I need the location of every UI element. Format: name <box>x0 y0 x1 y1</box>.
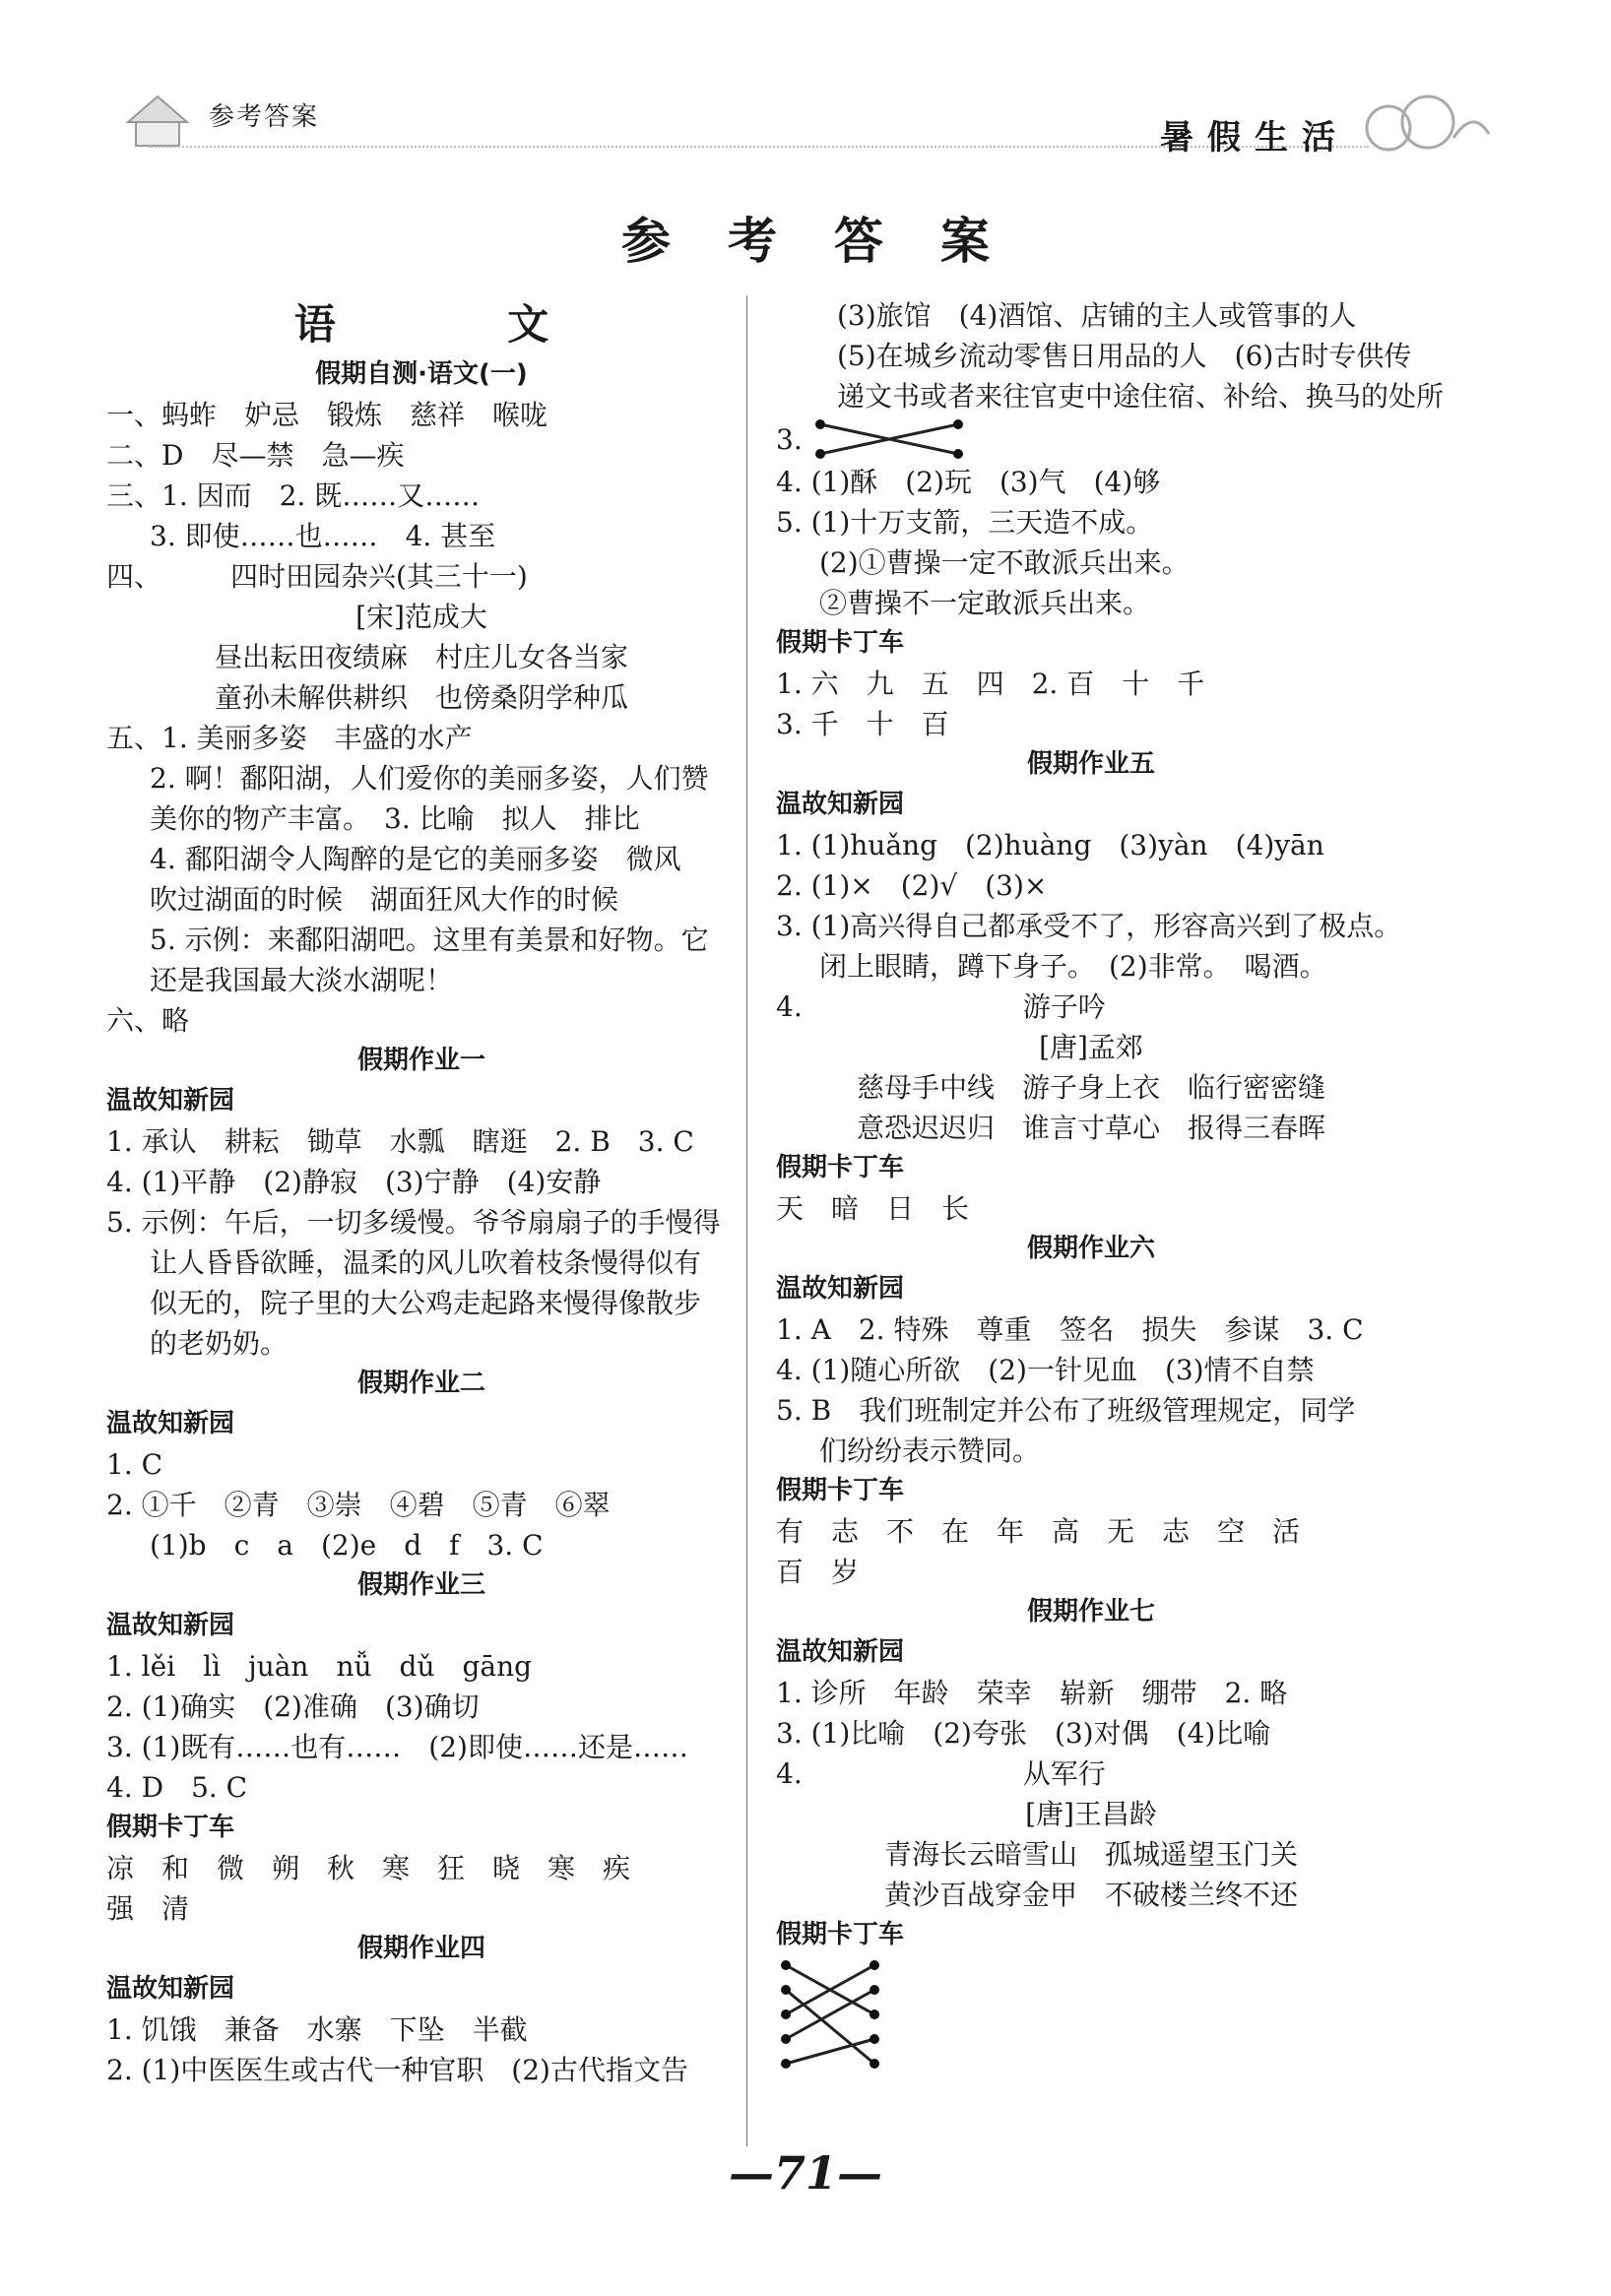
match-dot <box>781 1985 791 1995</box>
match-dot <box>870 2009 879 2019</box>
answer-line: 昼出耘田夜绩麻 村庄儿女各当家 <box>214 641 628 673</box>
answer-line: 意恐迟迟归 谁言寸草心 报得三春晖 <box>856 1112 1325 1144</box>
answer-line: 1. lěi lì juàn nǚ dǔ gāng <box>106 1650 533 1683</box>
answer-line: 一、蚂蚱 妒忌 锻炼 慈祥 喉咙 <box>106 399 548 431</box>
section-heading: 假期卡丁车 <box>106 1813 235 1842</box>
answer-line: 2. 啊！鄱阳湖，人们爱你的美丽多姿，人们赞 <box>150 762 709 795</box>
answer-line: 们纷纷表示赞同。 <box>819 1435 1041 1467</box>
matching-diagram <box>776 1955 894 2073</box>
section-heading: 假期作业七 <box>1026 1597 1155 1626</box>
house-icon <box>118 91 197 150</box>
match-dot <box>781 2034 791 2044</box>
subject-heading: 语 文 <box>293 300 628 349</box>
answer-line: 2. (1)× (2)√ (3)× <box>776 869 1048 902</box>
answer-line: 还是我国最大淡水湖呢！ <box>150 964 454 996</box>
answer-line: 的老奶奶。 <box>150 1327 289 1360</box>
answer-line: 3. 即使……也…… 4. 甚至 <box>150 520 496 552</box>
header-left: 参考答案 <box>209 102 320 132</box>
section-heading: 温故知新园 <box>106 1611 235 1640</box>
answer-line: 吹过湖面的时候 湖面狂风大作的时候 <box>150 883 619 916</box>
answer-line: 5. B 我们班制定并公布了班级管理规定，同学 <box>776 1394 1356 1427</box>
answer-line: 4. (1)随心所欲 (2)一针见血 (3)情不自禁 <box>776 1354 1315 1386</box>
answer-line: [唐]孟郊 <box>1039 1031 1143 1063</box>
section-heading: 温故知新园 <box>106 1974 235 2004</box>
answer-line: 美你的物产丰富。 3. 比喻 拟人 排比 <box>150 802 640 835</box>
section-heading: 假期卡丁车 <box>776 1920 905 1949</box>
section-heading: 假期卡丁车 <box>776 628 905 658</box>
answer-line: 1. C <box>106 1448 163 1481</box>
answer-number: 3. <box>776 422 803 456</box>
match-dot <box>870 1985 879 1995</box>
section-heading: 假期自测·语文(一) <box>315 359 528 389</box>
answer-line: 五、1. 美丽多姿 丰盛的水产 <box>106 722 473 754</box>
answer-line: 三、1. 因而 2. 既……又…… <box>106 479 481 512</box>
page-title: 参考答案 <box>621 212 1047 270</box>
answer-line: (5)在城乡流动零售日用品的人 (6)古时专供传 <box>837 340 1412 372</box>
column-divider <box>746 295 747 2146</box>
section-heading: 假期卡丁车 <box>776 1476 905 1505</box>
answer-line: 2. (1)确实 (2)准确 (3)确切 <box>106 1690 480 1723</box>
answer-line: 3. (1)既有……也有…… (2)即使……还是…… <box>106 1731 688 1763</box>
section-heading: 温故知新园 <box>776 790 905 819</box>
answer-line: 1. (1)huǎng (2)huàng (3)yàn (4)yān <box>776 829 1324 861</box>
section-heading: 温故知新园 <box>776 1637 905 1667</box>
answer-line: 4. 鄱阳湖令人陶醉的是它的美丽多姿 微风 <box>150 843 681 875</box>
right-column <box>776 295 1445 2073</box>
answer-line: 似无的，院子里的大公鸡走起路来慢得像散步 <box>150 1287 702 1319</box>
match-dot <box>953 419 963 429</box>
match-dot <box>781 2009 791 2019</box>
answer-line: 1. 承认 耕耘 锄草 水瓢 瞎逛 2. B 3. C <box>106 1125 694 1158</box>
section-heading: 假期作业四 <box>356 1934 485 1963</box>
answer-line: (2)①曹操一定不敢派兵出来。 <box>819 546 1190 579</box>
answer-line: 2. ①千 ②青 ③崇 ④碧 ⑤青 ⑥翠 <box>106 1489 611 1521</box>
answer-line: 5. (1)十万支箭，三天造不成。 <box>776 506 1154 539</box>
answer-line: 4. D 5. C <box>106 1771 248 1804</box>
section-heading: 假期作业一 <box>356 1046 485 1075</box>
answer-line: 强 清 <box>106 1892 190 1925</box>
answer-line: (3)旅馆 (4)酒馆、店铺的主人或管事的人 <box>837 299 1357 332</box>
match-dot <box>815 419 825 429</box>
section-heading: 温故知新园 <box>106 1409 235 1438</box>
answer-line: 六、略 <box>106 1004 190 1037</box>
answer-line: ②曹操不一定敢派兵出来。 <box>819 587 1151 619</box>
answer-line: 让人昏昏欲睡，温柔的风儿吹着枝条慢得似有 <box>150 1246 702 1279</box>
answer-line: 四、 四时田园杂兴(其三十一) <box>106 560 528 593</box>
match-dot <box>781 2059 791 2069</box>
match-line <box>786 1990 874 2039</box>
answer-line: 凉 和 微 朔 秋 寒 狂 晓 寒 疾 <box>106 1852 631 1884</box>
section-heading: 假期卡丁车 <box>776 1153 905 1182</box>
answer-line: 3. (1)高兴得自己都承受不了，形容高兴到了极点。 <box>776 910 1402 942</box>
answer-line: [唐]王昌龄 <box>1025 1798 1157 1830</box>
answer-line: 2. (1)中医医生或古代一种官职 (2)古代指文告 <box>106 2054 688 2086</box>
matching-diagram <box>810 416 968 462</box>
section-heading: 假期作业六 <box>1026 1234 1155 1263</box>
answer-line: 1. 六 九 五 四 2. 百 十 千 <box>776 668 1205 700</box>
match-dot <box>870 2059 879 2069</box>
answer-line: 3. 千 十 百 <box>776 708 949 740</box>
match-dot <box>781 1960 791 1970</box>
match-dot <box>815 449 825 459</box>
answer-line: 慈母手中线 游子身上衣 临行密密缝 <box>856 1071 1325 1104</box>
page-number: —71— <box>728 2146 882 2200</box>
answer-line: 闭上眼睛，蹲下身子。 (2)非常。 喝酒。 <box>819 950 1327 983</box>
match-dot <box>953 449 963 459</box>
answer-line: 童孙未解供耕织 也傍桑阴学种瓜 <box>214 681 628 714</box>
section-heading: 温故知新园 <box>106 1086 235 1116</box>
header-right: 暑假生活 <box>1160 118 1349 158</box>
section-heading: 温故知新园 <box>776 1274 905 1304</box>
answer-line: 4. 从军行 <box>776 1757 1106 1790</box>
answer-line: 百 岁 <box>776 1556 860 1588</box>
answer-line: 3. (1)比喻 (2)夸张 (3)对偶 (4)比喻 <box>776 1717 1271 1750</box>
section-heading: 假期作业二 <box>356 1369 485 1398</box>
match-dot <box>870 1960 879 1970</box>
match-dot <box>870 2034 879 2044</box>
answer-line: 天 暗 日 长 <box>776 1192 970 1225</box>
answer-line: 有 志 不 在 年 高 无 志 空 活 <box>776 1515 1301 1548</box>
left-column <box>106 295 737 2090</box>
answer-line: 4. 游子吟 <box>776 990 1106 1023</box>
answer-line: 黄沙百战穿金甲 不破楼兰终不还 <box>883 1879 1298 1911</box>
answer-line: 4. (1)平静 (2)静寂 (3)宁静 (4)安静 <box>106 1166 602 1198</box>
answer-line: 递文书或者来往官吏中途住宿、补给、换马的处所 <box>837 380 1445 413</box>
answer-line: 二、D 尽—禁 急—疾 <box>106 439 405 472</box>
answer-line: [宋]范成大 <box>355 601 487 633</box>
answer-line: (1)b c a (2)e d f 3. C <box>150 1529 544 1562</box>
section-heading: 假期作业三 <box>356 1570 485 1600</box>
answer-line: 4. (1)酥 (2)玩 (3)气 (4)够 <box>776 466 1161 498</box>
decoration-icon <box>1359 89 1497 167</box>
answer-line: 1. 诊所 年龄 荣幸 崭新 绷带 2. 略 <box>776 1677 1288 1709</box>
section-heading: 假期作业五 <box>1026 749 1155 779</box>
answer-line: 5. 示例：来鄱阳湖吧。这里有美景和好物。它 <box>150 924 709 956</box>
answer-line: 青海长云暗雪山 孤城遥望玉门关 <box>883 1838 1298 1871</box>
answer-line: 1. A 2. 特殊 尊重 签名 损失 参谋 3. C <box>776 1313 1364 1346</box>
answer-line: 1. 饥饿 兼备 水寨 下坠 半截 <box>106 2013 528 2046</box>
answer-line <box>776 416 1406 462</box>
answer-line: 5. 示例：午后，一切多缓慢。爷爷扇扇子的手慢得 <box>106 1206 721 1239</box>
